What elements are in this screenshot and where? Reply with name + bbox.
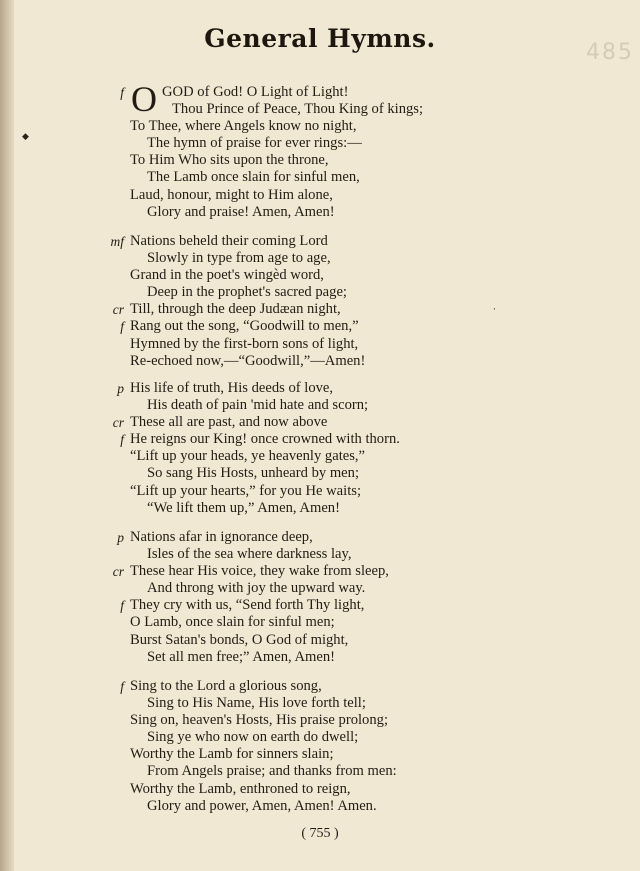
verse-text: These hear His voice, they wake from sleep, <box>130 563 389 580</box>
verse-text: Isles of the sea where darkness lay, <box>147 546 352 563</box>
dynamic-marking: cr <box>112 415 124 431</box>
verse-line <box>0 84 640 101</box>
verse-text: These all are past, and now above <box>130 414 328 431</box>
verse-line <box>0 135 640 152</box>
verse-line <box>0 187 640 204</box>
page-title: General Hymns. <box>204 24 436 53</box>
verse-line <box>0 695 640 712</box>
dynamic-marking: mf <box>110 234 124 249</box>
verse-text: Hymned by the first-born sons of light, <box>130 335 359 352</box>
verse-text: To Him Who sits upon the throne, <box>130 152 329 169</box>
stanza-5 <box>0 678 640 815</box>
verse-line <box>0 118 640 135</box>
verse-line <box>0 414 640 431</box>
verse-text: Worthy the Lamb for sinners slain; <box>130 746 334 763</box>
stanza-2 <box>0 233 640 370</box>
verse-text: Nations beheld their coming Lord <box>130 233 328 249</box>
verse-line <box>0 483 640 500</box>
verse-line <box>0 500 640 517</box>
verse-line <box>0 546 640 563</box>
verse-text: Glory and power, Amen, Amen! Amen. <box>147 797 377 814</box>
verse-text: “Lift up your heads, ye heavenly gates,” <box>130 448 366 465</box>
verse-line <box>0 284 640 301</box>
verse-text: Till, through the deep Judæan night, <box>130 301 341 318</box>
verse-line <box>0 431 640 448</box>
verse-text: His life of truth, His deeds of love, <box>130 380 334 396</box>
verse-line <box>0 763 640 780</box>
verse-line <box>0 649 640 666</box>
verse-text: “Lift up your hearts,” for you He waits; <box>130 482 361 499</box>
verse-text: Deep in the prophet's sacred page; <box>147 284 347 301</box>
verse-text: Glory and praise! Amen, Amen! <box>147 203 335 220</box>
verse-line <box>0 233 640 250</box>
bleed-through-text: 485 <box>586 40 634 65</box>
verse-text: So sang His Hosts, unheard by men; <box>147 465 360 482</box>
verse-line <box>0 465 640 482</box>
verse-line <box>0 397 640 414</box>
verse-text: Grand in the poet's wingèd word, <box>130 267 324 284</box>
margin-mark: ◆ <box>22 132 29 142</box>
verse-line <box>0 301 640 318</box>
verse-text: Sing ye who now on earth do dwell; <box>147 729 359 746</box>
verse-line <box>0 712 640 729</box>
verse-text: He reigns our King! once crowned with thorn. <box>130 431 400 448</box>
dynamic-marking: f <box>120 85 124 100</box>
dynamic-marking: f <box>120 432 124 448</box>
verse-text: To Thee, where Angels know no night, <box>130 118 357 135</box>
dynamic-marking: f <box>120 598 124 614</box>
verse-text: “We lift them up,” Amen, Amen! <box>147 499 340 516</box>
verse-line <box>0 267 640 284</box>
stray-dot: · <box>493 305 496 315</box>
verse-line <box>0 169 640 186</box>
dynamic-marking: p <box>117 530 124 545</box>
verse-line <box>0 152 640 169</box>
verse-line <box>0 318 640 335</box>
drop-cap: O <box>131 79 157 119</box>
verse-text: The Lamb once slain for sinful men, <box>147 169 360 186</box>
verse-line <box>0 746 640 763</box>
dynamic-marking: cr <box>112 302 124 318</box>
verse-line <box>0 204 640 221</box>
verse-line <box>0 563 640 580</box>
verse-line <box>0 729 640 746</box>
verse-line <box>0 529 640 546</box>
verse-text: His death of pain 'mid hate and scorn; <box>147 397 369 414</box>
verse-line <box>0 336 640 353</box>
verse-text: They cry with us, “Send forth Thy light, <box>130 597 365 614</box>
verse-line <box>0 250 640 267</box>
verse-text: Burst Satan's bonds, O God of might, <box>130 631 349 648</box>
verse-text: Re-echoed now,—“Goodwill,”—Amen! <box>130 352 366 369</box>
dynamic-marking: p <box>117 381 124 396</box>
verse-line <box>0 380 640 397</box>
verse-text: The hymn of praise for ever rings:— <box>147 135 362 152</box>
verse-text: Sing to His Name, His love forth tell; <box>147 695 366 712</box>
verse-line <box>0 353 640 370</box>
verse-line <box>0 798 640 815</box>
verse-line <box>0 632 640 649</box>
stanza-3 <box>0 380 640 517</box>
verse-line <box>0 580 640 597</box>
verse-text: Nations afar in ignorance deep, <box>130 529 313 545</box>
verse-text: Worthy the Lamb, enthroned to reign, <box>130 780 351 797</box>
verse-text: GOD of God! O Light of Light! <box>162 84 349 100</box>
stanza-1 <box>0 79 640 221</box>
verse-line <box>0 597 640 614</box>
verse-line <box>0 448 640 465</box>
verse-text: Laud, honour, might to Him alone, <box>130 186 333 203</box>
verse-text: Sing on, heaven's Hosts, His praise prolong; <box>130 712 388 729</box>
dynamic-marking: f <box>120 679 124 694</box>
dynamic-marking: cr <box>112 564 124 580</box>
dynamic-marking: f <box>120 319 124 335</box>
verse-text: Set all men free;” Amen, Amen! <box>147 648 336 665</box>
verse-line <box>0 101 640 118</box>
page-number: ( 755 ) <box>301 826 339 841</box>
verse-text: Slowly in type from age to age, <box>147 250 331 267</box>
verse-text: Rang out the song, “Goodwill to men,” <box>130 318 359 335</box>
verse-text: O Lamb, once slain for sinful men; <box>130 614 335 631</box>
verse-text: And throng with joy the upward way. <box>147 580 366 597</box>
verse-line <box>0 678 640 695</box>
stanza-4 <box>0 529 640 666</box>
verse-text: Sing to the Lord a glorious song, <box>130 678 322 694</box>
verse-text: From Angels praise; and thanks from men: <box>147 763 397 780</box>
verse-line <box>0 614 640 631</box>
verse-line <box>0 781 640 798</box>
verse-text: Thou Prince of Peace, Thou King of kings; <box>172 101 424 118</box>
